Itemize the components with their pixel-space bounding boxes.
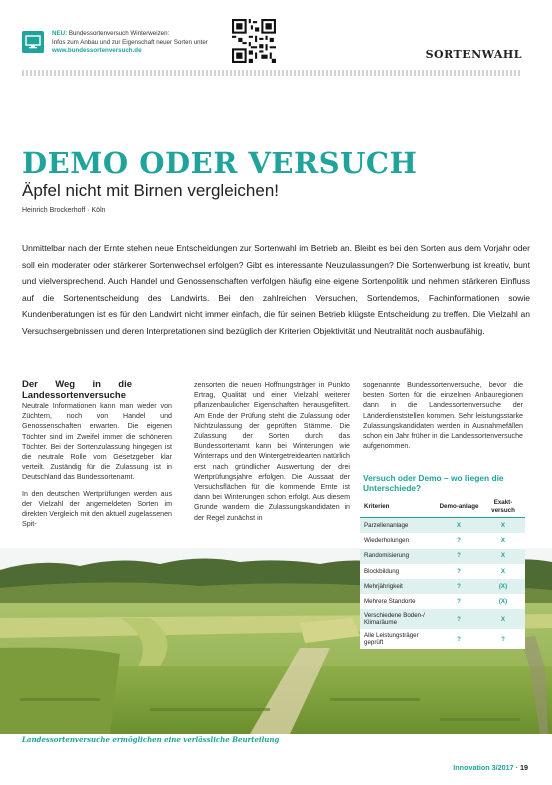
table-row bbox=[360, 533, 525, 548]
table-cell: ? bbox=[437, 609, 481, 629]
table-row bbox=[360, 629, 525, 649]
table-title: Versuch oder Demo – wo liegen die Unterschiede? bbox=[363, 473, 504, 493]
table-cell: X bbox=[500, 537, 506, 545]
table-cell: Wiederholungen bbox=[364, 537, 410, 545]
page-footer bbox=[453, 763, 528, 772]
photo-caption: Landessortenversuche ermöglichen eine verlässliche Beurteilung bbox=[22, 735, 280, 744]
table-row bbox=[360, 594, 525, 609]
lead-paragraph: Unmittelbar nach der Ernte stehen neue Entscheidungen zur Sortenwahl im Betrieb an. Bleibt es bei den Sorten aus dem Vorjahr oder soll ein moderater oder stärkerer Sortenwechsel erfolgen? Gibt es interessante Neuzulassungen? Die Sortenwerbung ist kreativ, bunt und vielversprechend. Auch Handel und Genossenschaften verfolgen häufig eine eigene Sortenpolitik und nehmen stärkeren Einfluss auf die Sortenentscheidung des Landwirts. Bei den zahlreichen Versuchen, Sortendemos, Fachinformationen sowie Kundenberatungen ist es für den Landwirt nicht immer einfach, die für seinen Betrieb klügste Entscheidung zu treffen. Die Vielzahl an Versuchsergebnissen und deren Interpretationen sind bezüglich der Kriterien Objektivität und Neutralität noch ausbaufähig. bbox=[22, 243, 530, 336]
column-3 bbox=[363, 380, 523, 457]
table-cell: ? bbox=[437, 579, 481, 594]
page-number: 19 bbox=[520, 763, 528, 772]
column-header-exakt: Exakt-versuch bbox=[481, 496, 525, 518]
table-row bbox=[360, 609, 525, 629]
table-cell: ? bbox=[457, 567, 461, 575]
table-cell: X bbox=[481, 518, 525, 534]
column-2 bbox=[194, 380, 350, 529]
paragraph: Neutrale Informationen kann man weder von Züchtern, noch von Handel und Genossenschaften erwarten. Die eigenen Töchter sind im Zweifel immer die schöneren Töchter. Bei der Sortenzulassung hingegen ist die neutrale Rolle vom Gesetzgeber klar verteilt. Zuständig für die Zulassung ist in Deutschland das Bundessortenamt. bbox=[22, 402, 172, 482]
table-cell: Parzellenanlage bbox=[360, 518, 437, 534]
table-cell: Mehrjährigkeit bbox=[360, 579, 437, 594]
article-subtitle: Äpfel nicht mit Birnen vergleichen! bbox=[22, 181, 280, 200]
table-cell: ? bbox=[501, 635, 505, 643]
column-header-demo: Demo-anlage bbox=[437, 496, 481, 518]
table-cell: Verschiedene Boden-/ Klimaräume bbox=[360, 609, 437, 629]
table-cell: X bbox=[437, 518, 481, 534]
table-cell: Blockbildung bbox=[364, 567, 400, 575]
notice-line-1: Bundessortenversuch Winterweizen: bbox=[68, 30, 170, 37]
comparison-table bbox=[360, 496, 525, 649]
article-author: Heinrich Brockerhoff · Köln bbox=[22, 207, 106, 214]
paragraph: zensorten die neuen Hoffnungsträger in Punkto Ertrag, Qualität und einer Vielzahl weiterer pflanzenbaulicher Eigenschaften herausgefiltert. Am Ende der Prüfung steht die Zulassung oder Nichtzulassung der geprüften Stämme. Die Zulassung der Sorten durch das Bundessortenamt kann bei Winterungen wie Winterraps und den Wintergetreidearten natürlich erst nach gründlicher Auswertung der drei Wertprüfungsjahre erfolgen. Die Aussaat der Versuchsflächen für die kommende Ernte ist dann bei Winterungen schon erfolgt. Aus diesem Grunde wandern die Zulassungskandidaten in der Regel zunächst in bbox=[194, 381, 350, 522]
neu-label: NEU: bbox=[52, 30, 68, 37]
table-cell: Alle Leistungsträger geprüft bbox=[364, 631, 419, 647]
table-row bbox=[360, 579, 525, 594]
table-row bbox=[360, 518, 525, 534]
section-heading: Der Weg in die Landessortenversuche bbox=[22, 379, 132, 401]
table-cell: Randomisierung bbox=[360, 549, 437, 564]
notice-line-2: Infos zum Anbau und zur Eigenschaft neuer Sorten unter bbox=[52, 38, 208, 46]
qr-code[interactable] bbox=[232, 19, 276, 63]
table-cell: (X) bbox=[498, 598, 508, 606]
table-row bbox=[360, 564, 525, 579]
table-cell: ? bbox=[457, 598, 461, 606]
section-label: SORTENWAHL bbox=[425, 48, 522, 61]
table-cell: ? bbox=[457, 635, 461, 643]
table-cell: X bbox=[500, 567, 506, 575]
table-row bbox=[360, 549, 525, 564]
table-cell: X bbox=[481, 609, 525, 629]
header-rule bbox=[22, 70, 522, 76]
table-cell: (X) bbox=[481, 579, 525, 594]
table-cell: ? bbox=[457, 537, 461, 545]
header-notice bbox=[52, 30, 232, 56]
table-header-row bbox=[360, 496, 525, 518]
paragraph: sogenannte Bundessortenversuche, bevor die besten Sorten für die einzelnen Anbauregionen dann in die Landessortenversuche der Länderdienststellen kommen. Sehr leistungsstarke Zulassungskandidaten werden in Ausnahmefällen schon ein Jahr früher in die Landessortenversuche aufgenommen. bbox=[363, 381, 523, 451]
column-header-kriterien: Kriterien bbox=[360, 496, 437, 518]
monitor-icon bbox=[22, 31, 44, 53]
table-cell: X bbox=[481, 549, 525, 564]
column-1 bbox=[22, 379, 172, 535]
table-cell: ? bbox=[437, 549, 481, 564]
table-cell: Mehrere Standorte bbox=[364, 598, 416, 606]
issue-label: Innovation 3/2017 · bbox=[453, 763, 520, 772]
article-title: DEMO ODER VERSUCH bbox=[22, 146, 418, 180]
notice-link[interactable]: www.bundessortenversuch.de bbox=[52, 47, 142, 55]
paragraph: In den deutschen Wertprüfungen werden aus der Vielzahl der angemeldeten Sorten im direkten Vergleich mit den aktuell zugelassenen Spit- bbox=[22, 489, 172, 529]
